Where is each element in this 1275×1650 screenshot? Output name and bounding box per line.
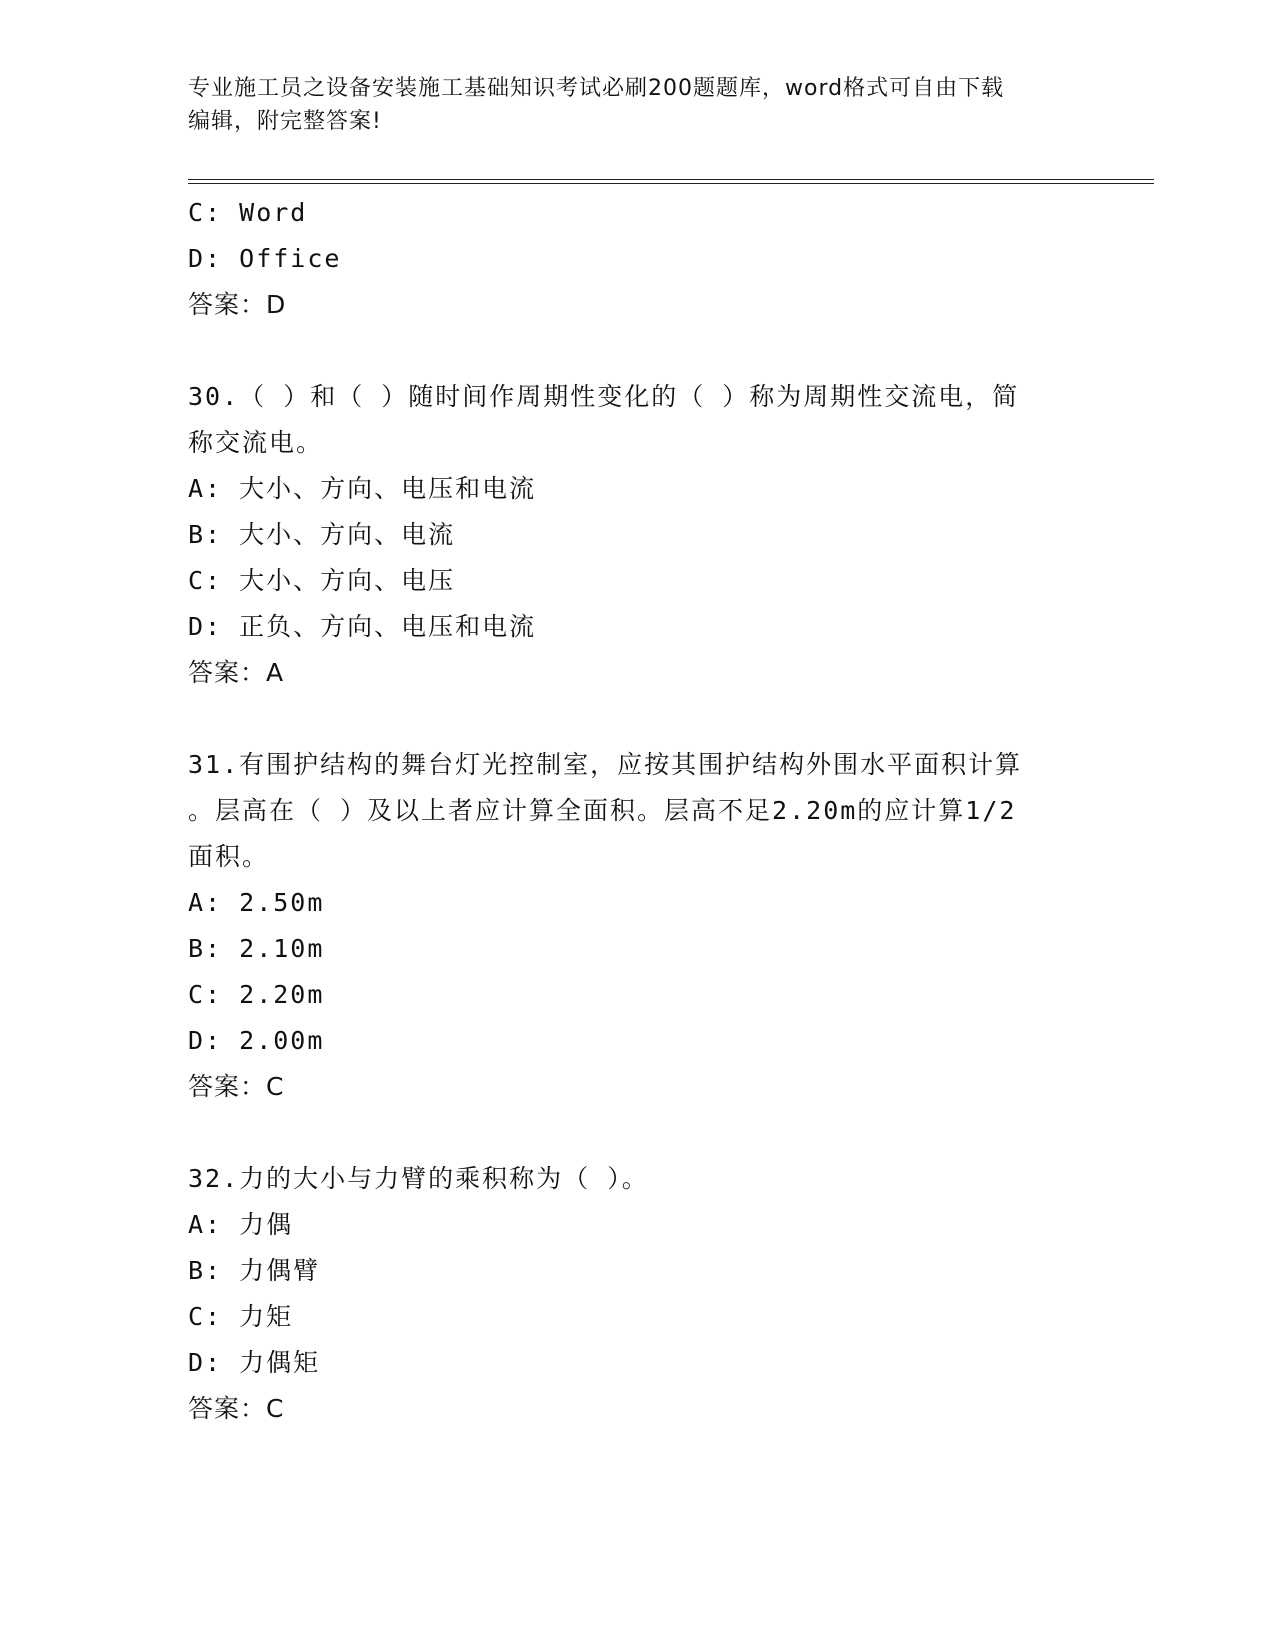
option-c: C: Word xyxy=(188,198,308,227)
answer-line: 答案：A xyxy=(188,658,285,687)
question-list xyxy=(188,190,1088,1432)
document-header xyxy=(188,72,1088,138)
option-d: D: 力偶矩 xyxy=(188,1348,321,1377)
option-c: C: 力矩 xyxy=(188,1302,294,1331)
question-text-line-1: 32.力的大小与力臂的乘积称为（ ）。 xyxy=(188,1164,649,1193)
option-d: D: 2.00m xyxy=(188,1026,325,1055)
header-divider-bottom xyxy=(188,183,1154,184)
option-b: B: 2.10m xyxy=(188,934,325,963)
question-block-32 xyxy=(188,1156,1088,1432)
header-title-line-2: 编辑，附完整答案! xyxy=(188,109,382,134)
option-b: B: 力偶臂 xyxy=(188,1256,321,1285)
question-text-line-3: 面积。 xyxy=(188,842,270,871)
question-block-30 xyxy=(188,374,1088,696)
spacer xyxy=(188,1110,1088,1156)
option-a: A: 大小、方向、电压和电流 xyxy=(188,474,537,503)
answer-line: 答案：C xyxy=(188,1394,285,1423)
option-a: A: 力偶 xyxy=(188,1210,294,1239)
header-divider-top xyxy=(188,179,1154,180)
spacer xyxy=(188,328,1088,374)
question-block-29 xyxy=(188,190,1088,328)
option-b: B: 大小、方向、电流 xyxy=(188,520,456,549)
option-c: C: 大小、方向、电压 xyxy=(188,566,456,595)
option-d: D: Office xyxy=(188,244,342,273)
header-title-line-1: 专业施工员之设备安装施工基础知识考试必刷200题题库，word格式可自由下载 xyxy=(188,76,1005,101)
question-block-31 xyxy=(188,742,1088,1110)
option-c: C: 2.20m xyxy=(188,980,325,1009)
question-text-line-2: 。层高在（ ）及以上者应计算全面积。层高不足2.20m的应计算1/2 xyxy=(188,796,1017,825)
spacer xyxy=(188,696,1088,742)
answer-line: 答案：D xyxy=(188,290,287,319)
question-text-line-2: 称交流电。 xyxy=(188,428,324,457)
answer-line: 答案：C xyxy=(188,1072,285,1101)
question-text-line-1: 30.（ ）和（ ）随时间作周期性变化的（ ）称为周期性交流电，简 xyxy=(188,382,1020,411)
option-a: A: 2.50m xyxy=(188,888,325,917)
option-d: D: 正负、方向、电压和电流 xyxy=(188,612,537,641)
question-text-line-1: 31.有围护结构的舞台灯光控制室，应按其围护结构外围水平面积计算 xyxy=(188,750,1023,779)
